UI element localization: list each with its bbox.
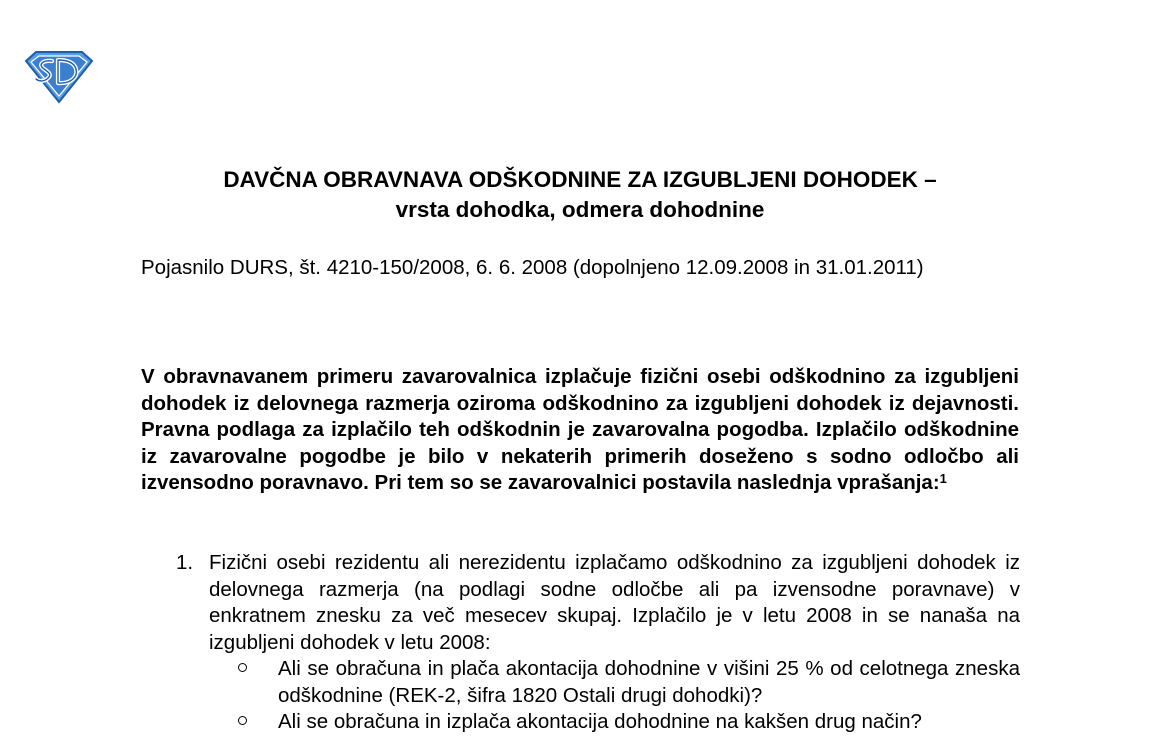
- document-title: [120, 165, 1040, 225]
- document-title-line-2: vrsta dohodka, odmera dohodnine: [395, 197, 765, 222]
- intro-paragraph: [141, 364, 1019, 497]
- source-reference: Pojasnilo DURS, št. 4210-150/2008, 6. 6. 2008 (dopolnjeno 12.09.2008 in 31.01.2011): [141, 256, 924, 279]
- sub-question-item: [168, 656, 1020, 709]
- document-title-line-1: DAVČNA OBRAVNAVA ODŠKODNINE ZA IZGUBLJENI DOHODEK –: [223, 167, 937, 192]
- sub-question-list: [209, 656, 1020, 736]
- sub-question-item: [168, 709, 1020, 736]
- footnote-reference: 1: [939, 471, 947, 486]
- questions-list: [168, 550, 1020, 736]
- sd-logo-icon: [22, 47, 96, 105]
- question-text: Fizični osebi rezidentu ali nerezidentu izplačamo odškodnino za izgubljeni dohodek iz delovnega razmerja (na podlagi sodne odločbe ali pa izvensodne poravnave) v enkratnem znesku za več mesecev skupaj. Izplačilo je v letu 2008 in se nanaša na izgubljeni dohodek v letu 2008:: [209, 551, 1020, 654]
- question-item: [168, 550, 1020, 736]
- sub-question-text: Ali se obračuna in plača akontacija dohodnine v višini 25 % od celotnega zneska odškodnine (REK-2, šifra 1820 Ostali drugi dohodki)?: [278, 657, 1020, 707]
- question-number: 1.: [176, 551, 194, 574]
- intro-text: V obravnavanem primeru zavarovalnica izplačuje fizični osebi odškodnino za izgubljeni dohodek iz delovnega razmerja oziroma odškodnino za izgubljeni dohodek iz dejavnosti. Pravna podlaga za izplačilo teh odškodnin je zavarovalna pogodba. Izplačilo odškodnine iz zavarovalne pogodbe je bilo v nekaterih primerih doseženo s sodno odločbo ali izvensodno poravnavo. Pri tem so se zavarovalnici postavila naslednja vprašanja:: [141, 365, 1019, 494]
- sd-diamond-logo-icon: [22, 47, 96, 105]
- hollow-bullet-icon: [238, 716, 247, 725]
- hollow-bullet-icon: [238, 663, 247, 672]
- sub-question-text: Ali se obračuna in izplača akontacija dohodnine na kakšen drug način?: [278, 710, 922, 733]
